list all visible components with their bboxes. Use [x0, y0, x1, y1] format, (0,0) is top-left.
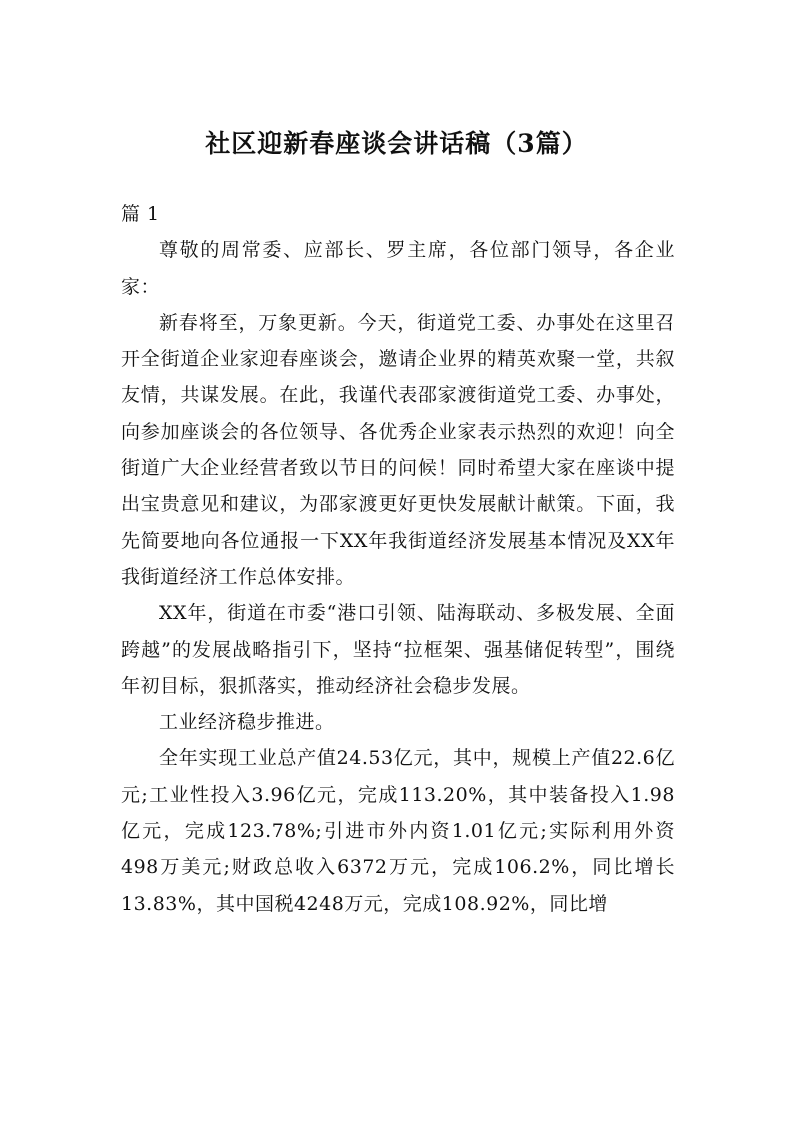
section-label: 篇 1: [121, 203, 160, 225]
opening-paragraph: 新春将至，万象更新。今天，街道党工委、办事处在这里召开全街道企业家迎春座谈会，邀请企业界的精英欢聚一堂，共叙友情，共谋发展。在此，我谨代表邵家渡街道党工委、办事处，向参加座谈会的各位领导、各优秀企业家表示热烈的欢迎！向全街道广大企业经营者致以节日的问候！同时希望大家在座谈中提出宝贵意见和建议，为邵家渡更好更快发展献计献策。下面，我先简要地向各位通报一下XX年我街道经济发展基本情况及XX年我街道经济工作总体安排。: [121, 311, 675, 588]
document-title: 社区迎新春座谈会讲话稿（3篇）: [205, 129, 588, 158]
salutation-paragraph: 尊敬的周常委、应部长、罗主席，各位部门领导，各企业家：: [121, 239, 675, 298]
document-body: [121, 196, 675, 922]
statistics-paragraph: 全年实现工业总产值24.53亿元，其中，规模上产值22.6亿元;工业性投入3.96亿元，完成113.20%，其中装备投入1.98亿元，完成123.78%;引进市外内资1.01亿元;实际利用外资498万美元;财政总收入6372万元，完成106.2%，同比增长13.83%，其中国税4248万元，完成108.92%，同比增: [121, 747, 675, 915]
strategy-paragraph: XX年，街道在市委“港口引领、陆海联动、多极发展、全面跨越”的发展战略指引下，坚持“拉框架、强基储促转型”，围绕年初目标，狠抓落实，推动经济社会稳步发展。: [121, 602, 675, 697]
industry-heading: 工业经济稳步推进。: [159, 711, 335, 734]
